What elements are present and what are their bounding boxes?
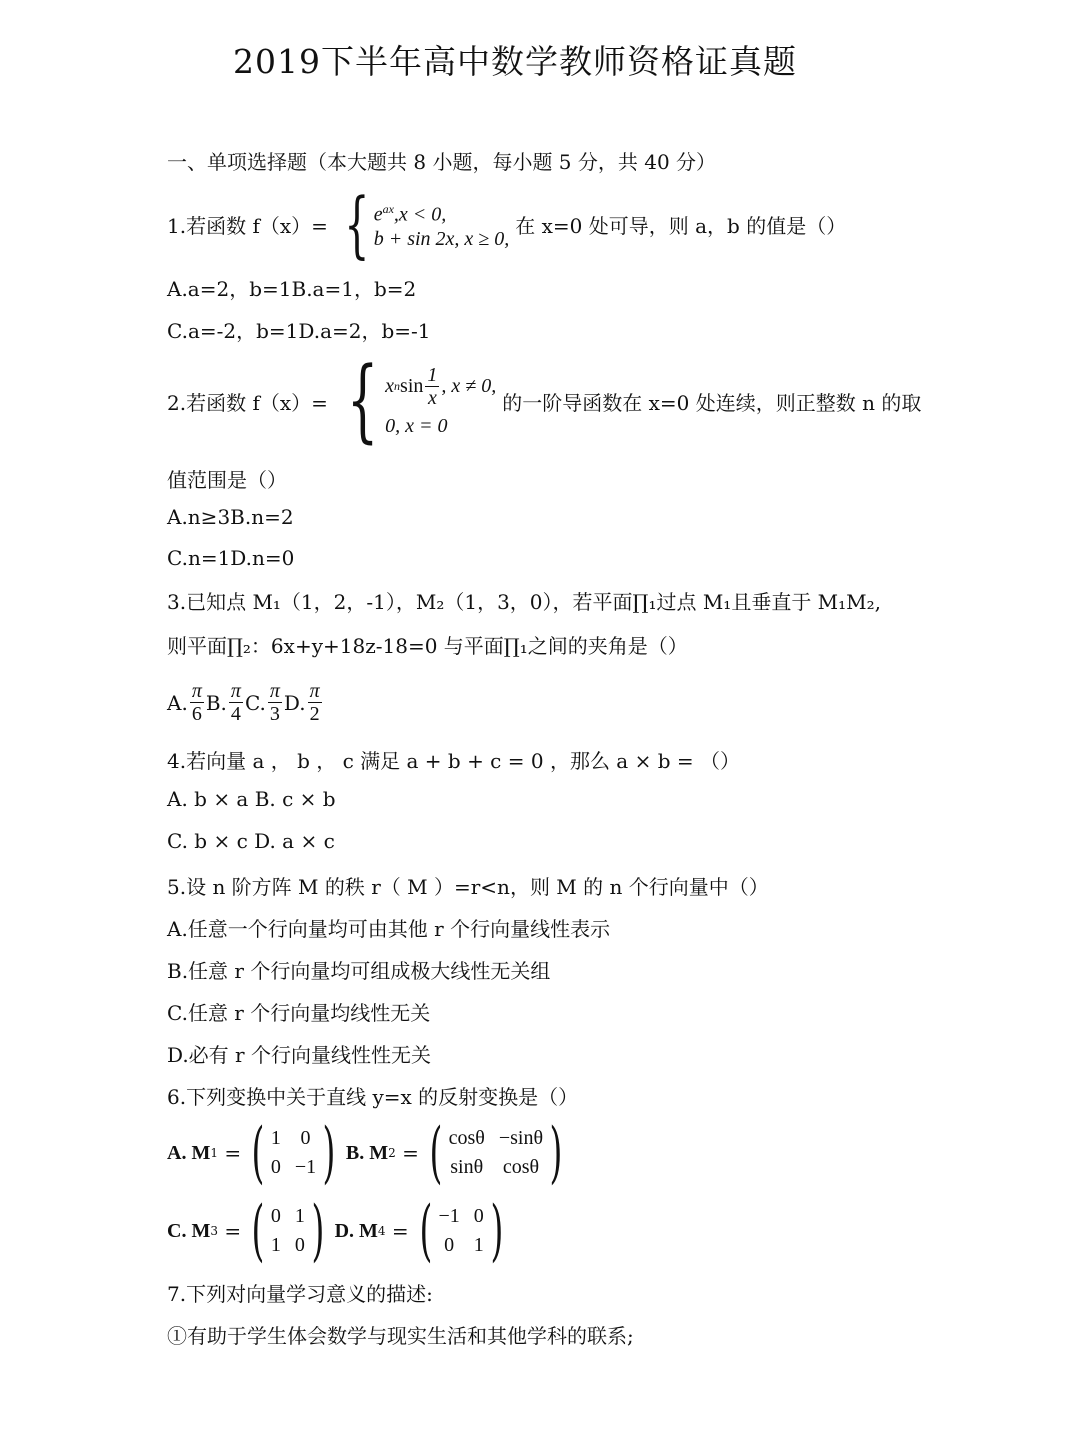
q2-piecewise	[334, 348, 497, 453]
q6-matrix-c: ( 0 1 1 0 )	[251, 1192, 325, 1269]
q6-matrix-a: ( 1 0 0 −1 )	[251, 1114, 336, 1191]
q1-case-2: b + sin 2x, x ≥ 0,	[373, 228, 510, 250]
q5-stem: 5.设 n 阶方阵 M 的秩 r（ M ）=r<n，则 M 的 n 个行向量中（）	[167, 875, 769, 899]
q3-options	[167, 680, 324, 725]
q6-options-row-1: A. M 1 = ( 1 0 0 −1 ) B. M 2 = ( cosθ −sinθ sinθ cosθ )	[167, 1120, 573, 1186]
q2-suffix: 的一阶导函数在 x=0 处连续，则正整数 n 的取	[502, 390, 922, 415]
q3-option-a-label: A.	[167, 690, 188, 715]
q3-option-a-frac: $\frac{\pi}{6}$	[191, 680, 202, 725]
q1-options-line-2: C.a=-2，b=1D.a=2，b=-1	[167, 319, 431, 343]
q6-matrix-d: ( −1 0 0 1 )	[419, 1192, 504, 1269]
section-header: 一、单项选择题（本大题共 8 小题，每小题 5 分，共 40 分）	[167, 150, 717, 174]
q1-brace: {	[344, 182, 370, 266]
q4-options-line-1: A. b × a B. c × b	[167, 787, 336, 811]
q3-line-2: 则平面∏₂：6x+y+18z-18=0 与平面∏₁之间的夹角是（）	[167, 634, 688, 658]
q6-option-b-label: B. M	[345, 1141, 389, 1164]
q2-continuation: 值范围是（）	[167, 468, 287, 492]
q5-option-d: D.必有 r 个行向量线性性无关	[167, 1043, 431, 1067]
q2-prefix: 2.若函数 f（x）=	[167, 390, 328, 415]
q1-suffix: 在 x=0 处可导，则 a，b 的值是（）	[515, 213, 847, 238]
q3-line-1: 3.已知点 M₁（1，2，-1），M₂（1，3，0），若平面∏₁过点 M₁且垂直于 M₁M₂,	[167, 590, 882, 614]
q3-option-d-label: D.	[283, 690, 306, 715]
q6-option-c-label: C. M	[167, 1219, 211, 1242]
q4-options-line-2: C. b × c D. a × c	[167, 829, 335, 853]
question-1	[167, 182, 847, 266]
q7-stem: 7.下列对向量学习意义的描述:	[167, 1282, 433, 1306]
q6-option-a-label: A. M	[167, 1141, 211, 1164]
q7-item-1: ①有助于学生体会数学与现实生活和其他学科的联系;	[167, 1324, 634, 1348]
q3-option-b-frac: $\frac{\pi}{4}$	[230, 680, 241, 725]
page-title: 2019下半年高中数学教师资格证真题	[233, 42, 797, 81]
q2-options-line-1: A.n≥3B.n=2	[167, 505, 294, 529]
q2-brace: {	[346, 348, 379, 453]
q3-option-d-frac: $\frac{\pi}{2}$	[309, 680, 320, 725]
q1-prefix: 1.若函数 f（x）=	[167, 213, 328, 238]
q1-piecewise	[334, 182, 510, 266]
q1-options-line-1: A.a=2，b=1B.a=1，b=2	[167, 277, 417, 301]
q5-option-b: B.任意 r 个行向量均可组成极大线性无关组	[167, 959, 551, 983]
q6-matrix-b: ( cosθ −sinθ sinθ cosθ )	[429, 1114, 563, 1191]
q5-option-c: C.任意 r 个行向量均线性无关	[167, 1001, 431, 1025]
q2-case-2: 0, x = 0	[385, 415, 448, 437]
q5-option-a: A.任意一个行向量均可由其他 r 个行向量线性表示	[167, 917, 611, 941]
q1-case-1: $e^{ax},x < 0$,	[373, 202, 447, 226]
q3-option-c-frac: $\frac{\pi}{3}$	[269, 680, 280, 725]
q6-options-row-2: C. M 3 = ( 0 1 1 0 ) D. M 4 = ( −1 0 0 1 )	[167, 1198, 513, 1264]
q2-options-line-2: C.n=1D.n=0	[167, 546, 295, 570]
question-2	[167, 348, 922, 453]
q6-option-d-label: D. M	[334, 1219, 378, 1242]
q4-stem: 4.若向量 a ， b ， c 满足 a + b + c = 0 ，那么 a × b = （）	[167, 749, 740, 773]
q2-case-1: x n sin $\frac{1}{x}$ , x ≠ 0,	[385, 363, 497, 409]
q6-stem: 6.下列变换中关于直线 y=x 的反射变换是（）	[167, 1085, 579, 1109]
q3-option-c-label: C.	[244, 690, 266, 715]
q3-option-b-label: B.	[205, 690, 227, 715]
